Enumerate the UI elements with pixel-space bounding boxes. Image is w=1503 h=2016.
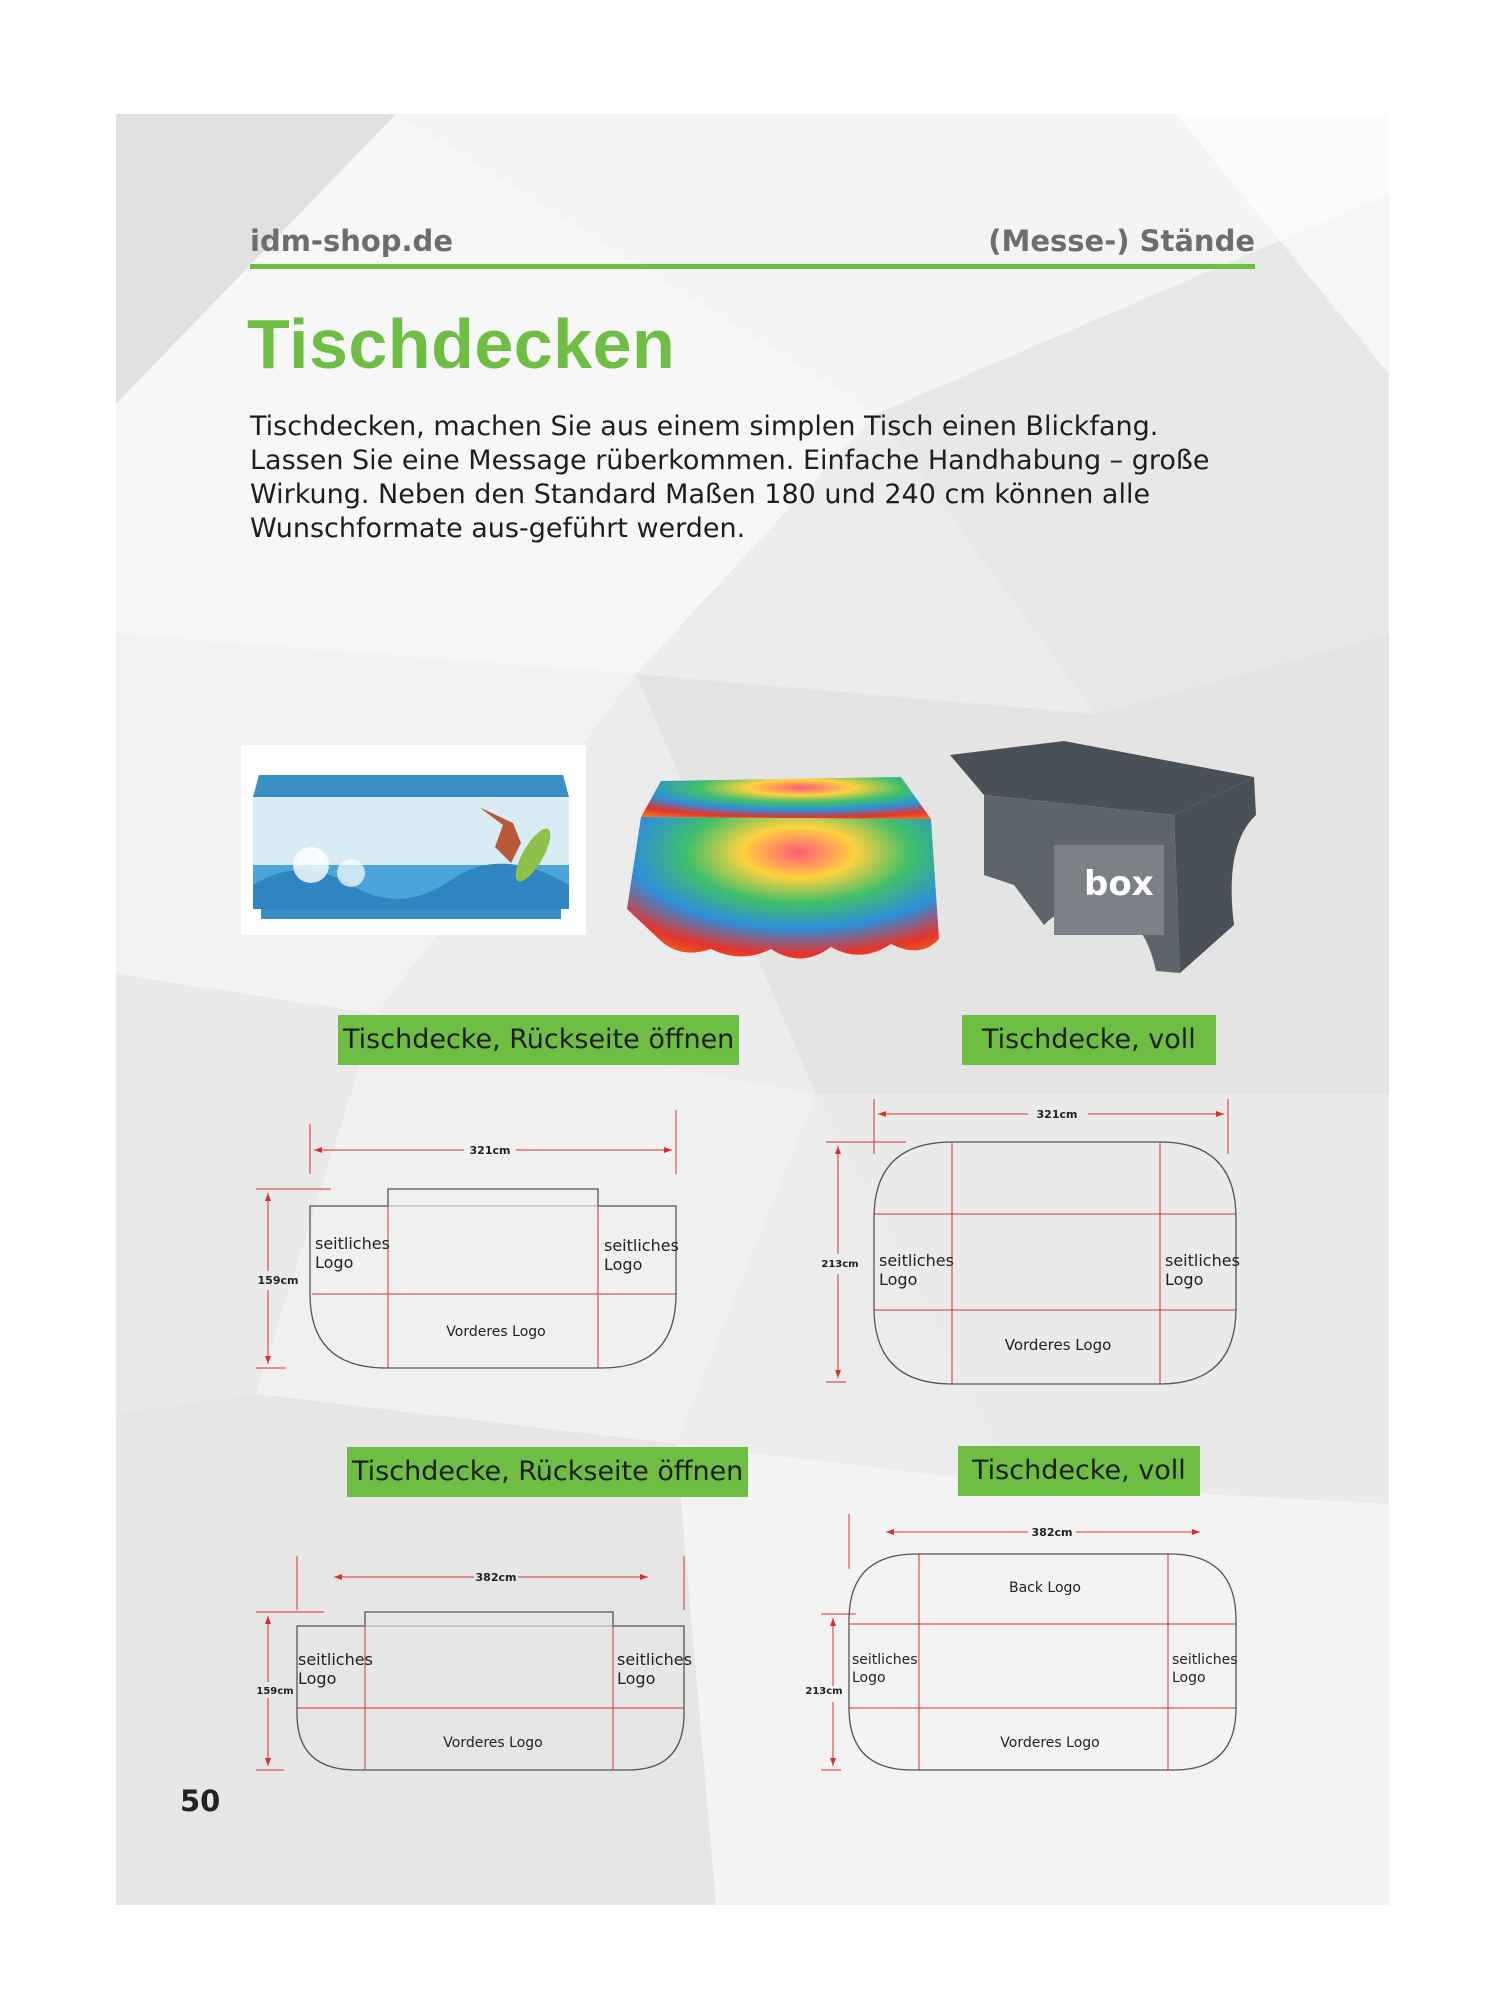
intro-text: Tischdecken, machen Sie aus einem simplen Tisch einen Blickfang. Lassen Sie eine Message rüberkommen. Einfache Handhabung – große Wirkung. Neben den Standard Maßen 180 und 240 cm können alle Wunschformate aus-geführt werden. [250, 411, 1210, 544]
width-label-3: 382cm [475, 1571, 517, 1584]
height-label-2: 213cm [821, 1259, 859, 1270]
width-label-4: 382cm [1031, 1526, 1073, 1539]
side-right-line2-4: Logo [1172, 1670, 1206, 1686]
back-logo-4: Back Logo [1008, 1580, 1082, 1596]
side-right-line1-1: seitliches [604, 1236, 679, 1255]
diagram-4 [116, 114, 1389, 1905]
front-logo-3: Vorderes Logo [443, 1735, 543, 1751]
label-diagram-2: Tischdecke, voll [962, 1015, 1216, 1065]
front-logo-2: Vorderes Logo [1004, 1336, 1112, 1354]
side-right-line1-3: seitliches [617, 1650, 692, 1669]
page-number: 50 [180, 1784, 221, 1818]
side-left-line1-3: seitliches [298, 1650, 373, 1669]
front-logo-4: Vorderes Logo [1000, 1735, 1100, 1751]
side-left-line1-4: seitliches [852, 1652, 918, 1668]
height-label-3: 159cm [256, 1686, 294, 1697]
width-label-2: 321cm [1036, 1108, 1078, 1121]
side-right-line2-1: Logo [604, 1255, 643, 1274]
side-left-line2-1: Logo [315, 1253, 354, 1272]
front-logo-1: Vorderes Logo [446, 1324, 546, 1340]
site-name: idm-shop.de [250, 224, 453, 258]
width-label-1: 321cm [469, 1144, 511, 1157]
side-left-line2-2: Logo [879, 1270, 918, 1289]
side-left-line1-2: seitliches [879, 1251, 954, 1270]
side-right-line2-2: Logo [1165, 1270, 1204, 1289]
page-title: Tischdecken [247, 305, 676, 383]
box-brand-text: box [1084, 864, 1154, 904]
side-left-line1-1: seitliches [315, 1234, 390, 1253]
section-name: (Messe-) Stände [988, 224, 1255, 258]
label-diagram-1: Tischdecke, Rückseite öffnen [338, 1015, 739, 1065]
height-label-4: 213cm [805, 1686, 843, 1697]
side-right-line1-2: seitliches [1165, 1251, 1240, 1270]
height-label-1: 159cm [257, 1274, 299, 1287]
side-right-line2-3: Logo [617, 1669, 656, 1688]
side-left-line2-3: Logo [298, 1669, 337, 1688]
label-diagram-4: Tischdecke, voll [958, 1446, 1200, 1496]
side-right-line1-4: seitliches [1172, 1652, 1238, 1668]
page [116, 114, 1389, 1905]
side-left-line2-4: Logo [852, 1670, 886, 1686]
label-diagram-3: Tischdecke, Rückseite öffnen [347, 1447, 748, 1497]
